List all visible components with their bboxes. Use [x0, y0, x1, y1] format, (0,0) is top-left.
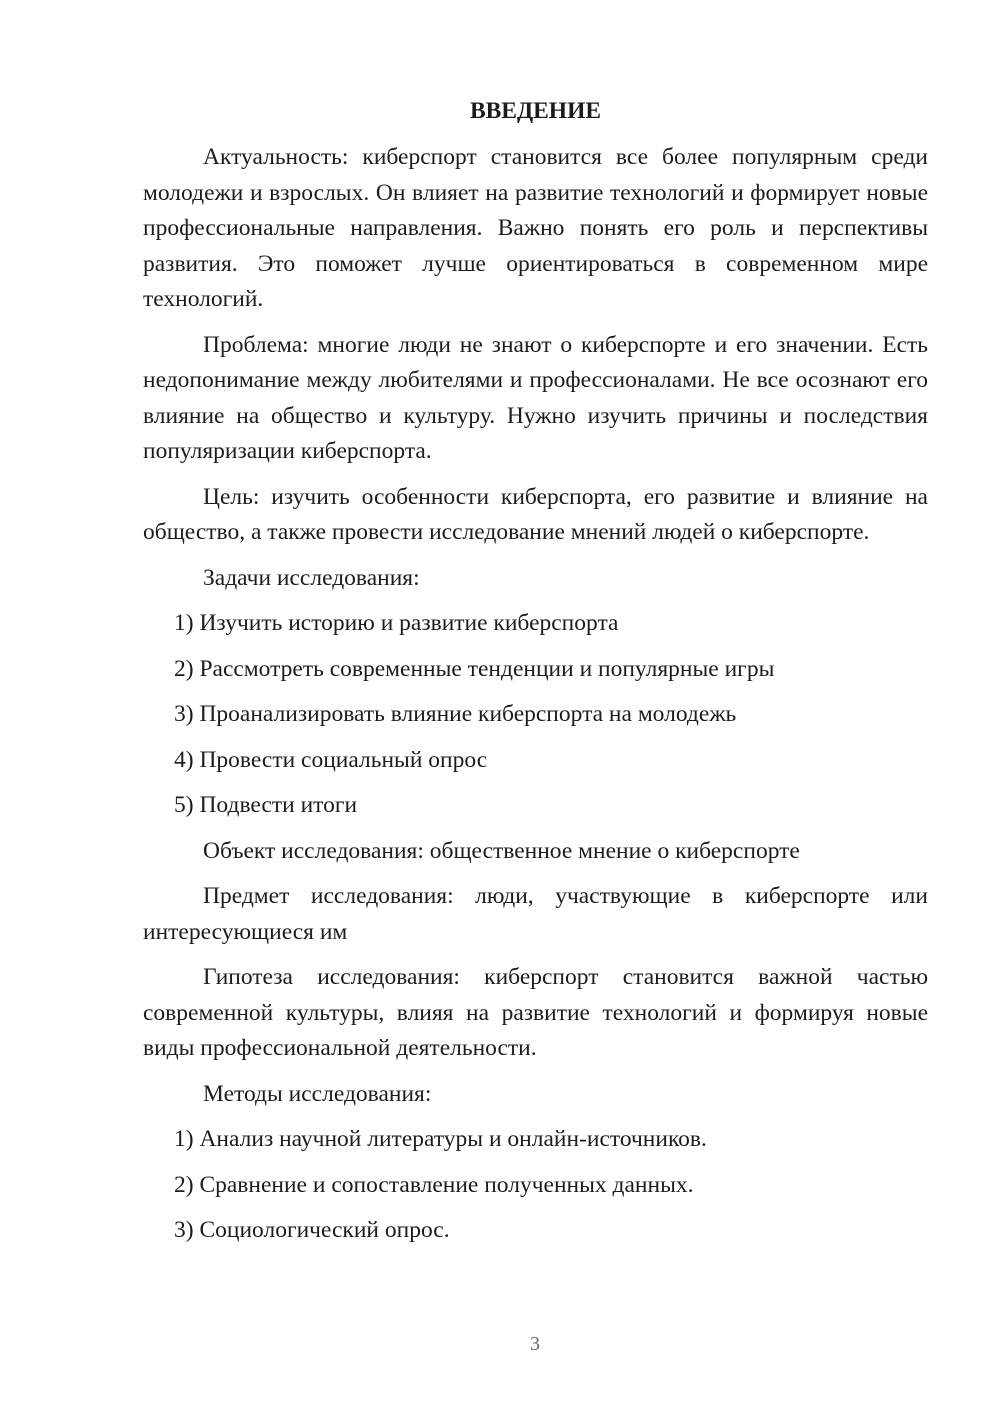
section-title: ВВЕДЕНИЕ [469, 98, 602, 124]
hypothesis-paragraph: Гипотеза исследования: киберспорт становится важной частью современной культуры, влияя на развитие технологий и формируя новые виды профессиональной деятельности. [143, 964, 928, 1061]
task-item: 2) Рассмотреть современные тенденции и популярные игры [174, 655, 775, 682]
tasks-heading: Задачи исследования: [203, 564, 420, 591]
subject-paragraph: Предмет исследования: люди, участвующие в киберспорте или интересующиеся им [143, 883, 928, 945]
document-body [143, 94, 928, 1259]
task-item: 3) Проанализировать влияние киберспорта на молодежь [174, 701, 737, 727]
page-number: 3 [530, 1333, 540, 1355]
methods-heading: Методы исследования: [203, 1080, 432, 1107]
task-item: 1) Изучить историю и развитие киберспорта [174, 610, 619, 636]
relevance-paragraph: Актуальность: киберспорт становится все более популярным среди молодежи и взрослых. Он влияет на развитие технологий и формирует новые профессиональные направления. Важно понять его роль и перспективы развития. Это поможет лучше ориентироваться в современном мире технологий. [143, 144, 928, 312]
goal-paragraph: Цель: изучить особенности киберспорта, его развитие и влияние на общество, а также провести исследование мнений людей о киберспорте. [143, 483, 928, 545]
problem-paragraph: Проблема: многие люди не знают о киберспорте и его значении. Есть недопонимание между любителями и профессионалами. Не все осознают его влияние на общество и культуру. Нужно изучить причины и последствия популяризации киберспорта. [143, 331, 928, 464]
task-item: 5) Подвести итоги [174, 792, 358, 818]
method-item: 2) Сравнение и сопоставление полученных данных. [174, 1171, 694, 1198]
object-paragraph: Объект исследования: общественное мнение о киберспорте [203, 837, 800, 864]
method-item: 1) Анализ научной литературы и онлайн-источников. [174, 1126, 707, 1152]
method-item: 3) Социологический опрос. [174, 1217, 450, 1243]
task-item: 4) Провести социальный опрос [174, 746, 488, 773]
